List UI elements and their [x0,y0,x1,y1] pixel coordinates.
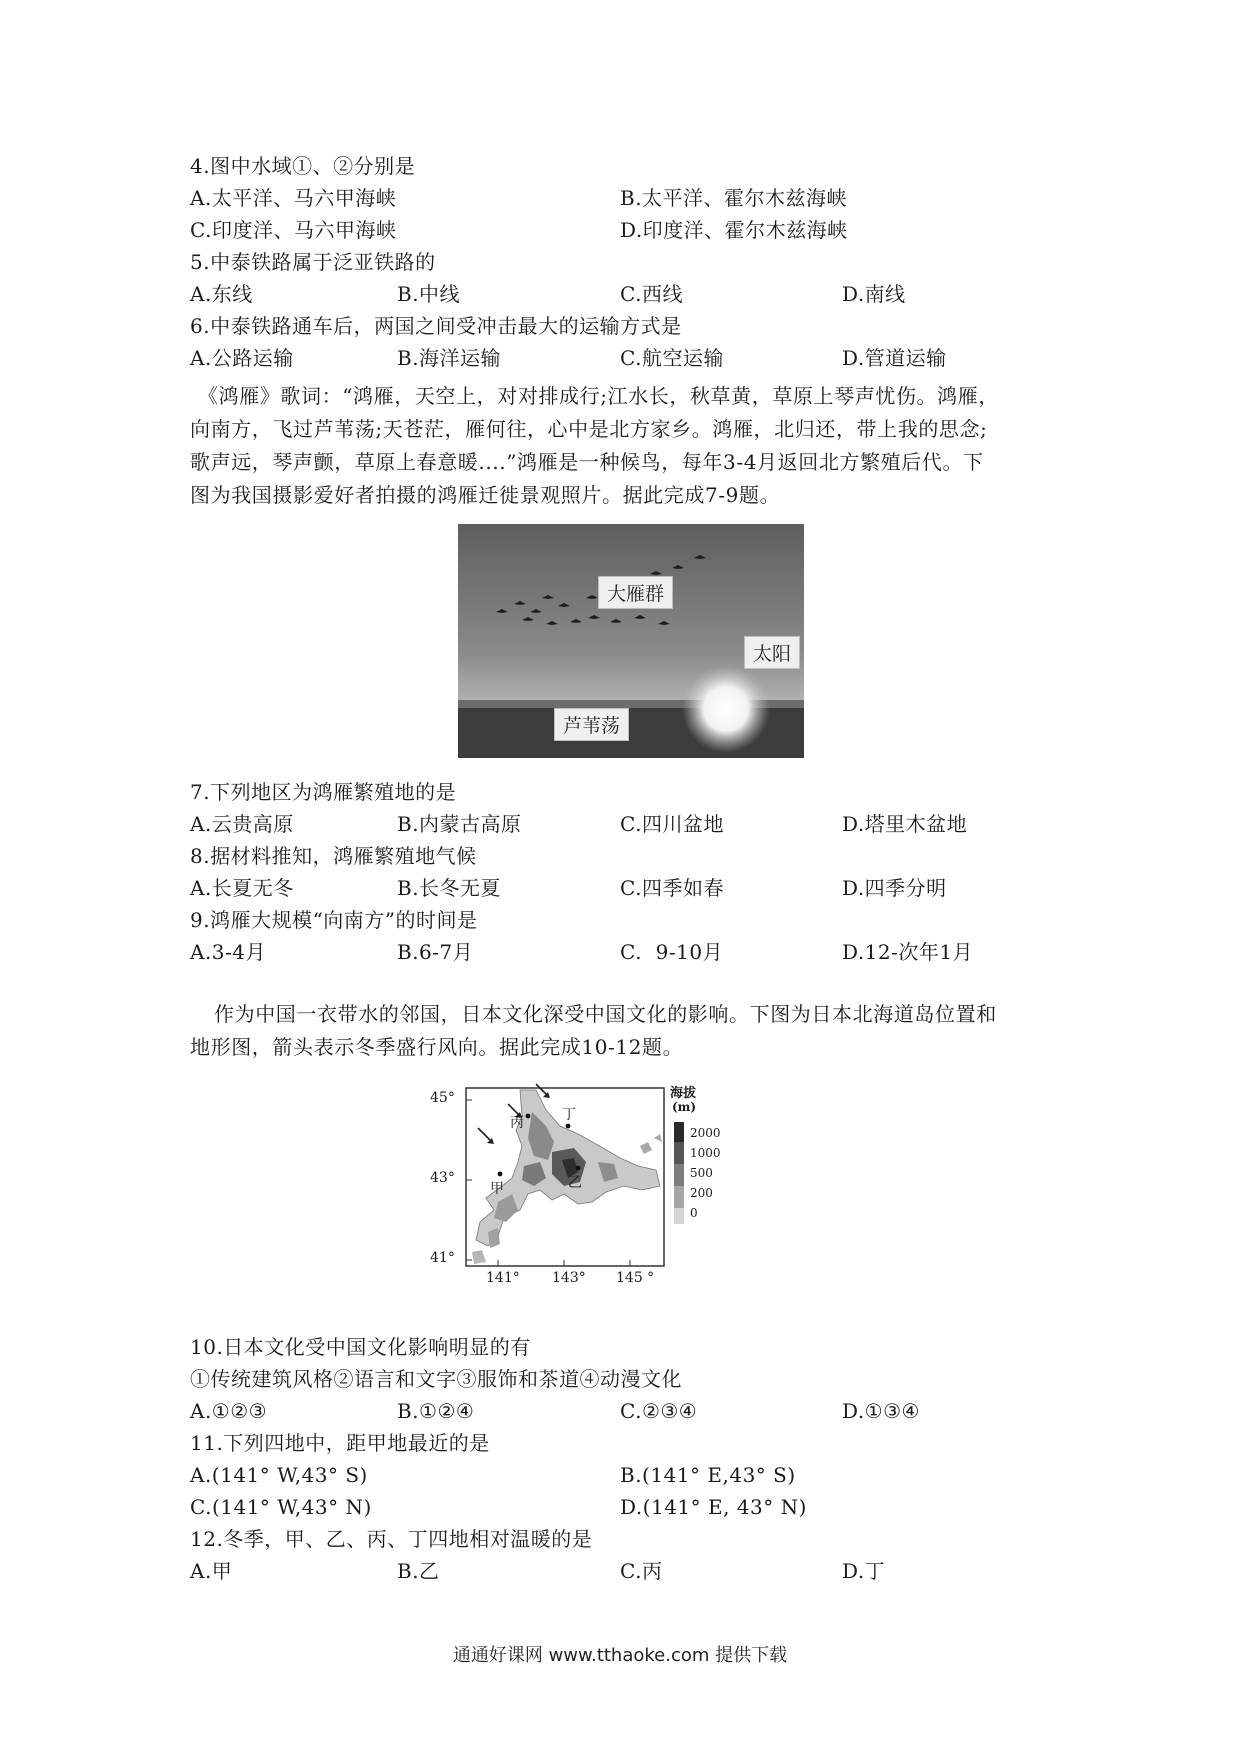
elevation-legend-bar [674,1122,684,1224]
passage-japan-culture [190,998,1060,1064]
sun-glow [682,665,770,753]
q6-option-d: D.管道运输 [842,346,947,370]
legend-value-500: 500 [690,1166,713,1180]
q12-option-a: A.甲 [190,1559,233,1583]
lon-label-141: 141° [486,1270,520,1286]
passage2-line: 地形图，箭头表示冬季盛行风向。据此完成10-12题。 [190,1035,684,1059]
q5-option-b: B.中线 [397,282,461,306]
legend-unit: (m) [672,1100,697,1114]
place-label-yi: 乙 [568,1175,582,1191]
q12-option-c: C.丙 [620,1559,663,1583]
q4-option-b: B.太平洋、霍尔木兹海峡 [620,186,848,210]
q9-option-c: C. 9-10月 [620,940,724,964]
place-label-bing: 丙 [510,1115,524,1131]
q7-option-d: D.塔里木盆地 [842,812,968,836]
legend-value-0: 0 [690,1206,698,1220]
geese-migration-photo [458,524,804,758]
q12-stem: 12.冬季，甲、乙、丙、丁四地相对温暖的是 [190,1527,593,1551]
q9-option-b: B.6-7月 [397,940,474,964]
q9-stem: 9.鸿雁大规模“向南方”的时间是 [190,908,478,932]
q10-option-d: D.①③④ [842,1399,920,1423]
q12-option-d: D.丁 [842,1559,886,1583]
q7-option-b: B.内蒙古高原 [397,812,522,836]
label-sun: 太阳 [744,636,800,669]
q4-stem: 4.图中水域①、②分别是 [190,154,416,178]
q10-items: ①传统建筑风格②语言和文字③服饰和茶道④动漫文化 [190,1367,682,1391]
q11-option-b: B.(141° E,43° S) [620,1463,796,1487]
q7-stem: 7.下列地区为鸿雁繁殖地的是 [190,780,457,804]
q9-option-a: A.3-4月 [190,940,267,964]
lon-label-143: 143° [552,1270,586,1286]
q6-stem: 6.中泰铁路通车后，两国之间受冲击最大的运输方式是 [190,314,682,338]
label-reeds: 芦苇荡 [554,708,629,741]
hokkaido-terrain-map [428,1082,748,1312]
passage1-line: 向南方，飞过芦苇荡;天苍茫，雁何往，心中是北方家乡。鸿雁，北归还，带上我的思念; [190,417,988,441]
q6-option-a: A.公路运输 [190,346,294,370]
q7-option-c: C.四川盆地 [620,812,724,836]
legend-value-2000: 2000 [690,1126,721,1140]
q8-stem: 8.据材料推知，鸿雁繁殖地气候 [190,844,477,868]
footer-download-note: 通通好课网 www.tthaoke.com 提供下载 [452,1645,788,1666]
lon-label-145: 145 ° [616,1270,655,1286]
lat-label-43: 43° [430,1170,455,1186]
q10-option-a: A.①②③ [190,1399,268,1423]
q4-option-a: A.太平洋、马六甲海峡 [190,186,397,210]
q4-option-c: C.印度洋、马六甲海峡 [190,218,397,242]
passage-swan-goose [190,380,1060,512]
passage1-line: 《鸿雁》歌词：“鸿雁，天空上，对对排成行;江水长，秋草黄，草原上琴声忧伤。鸿雁， [198,384,999,408]
q5-option-a: A.东线 [190,282,253,306]
q11-option-d: D.(141° E, 43° N) [620,1495,807,1519]
legend-value-1000: 1000 [690,1146,721,1160]
q6-option-b: B.海洋运输 [397,346,502,370]
passage1-line: 歌声远，琴声颤，草原上春意暖....”鸿雁是一种候鸟，每年3-4月返回北方繁殖后代。下 [190,450,984,474]
passage1-line: 图为我国摄影爱好者拍摄的鸿雁迁徙景观照片。据此完成7-9题。 [190,483,781,507]
label-goose-flock: 大雁群 [598,576,673,609]
lat-label-45: 45° [430,1090,455,1106]
q4-option-d: D.印度洋、霍尔木兹海峡 [620,218,848,242]
q8-option-a: A.长夏无冬 [190,876,294,900]
q5-option-c: C.西线 [620,282,683,306]
legend-title: 海拔 [670,1086,697,1101]
q9-option-d: D.12-次年1月 [842,940,974,964]
legend-value-200: 200 [690,1186,713,1200]
q5-option-d: D.南线 [842,282,906,306]
place-label-ding: 丁 [562,1107,576,1123]
place-label-jia: 甲 [490,1181,504,1197]
q10-option-b: B.①②④ [397,1399,475,1423]
q5-stem: 5.中泰铁路属于泛亚铁路的 [190,250,436,274]
passage2-line: 作为中国一衣带水的邻国，日本文化深受中国文化的影响。下图为日本北海道岛位置和 [214,1002,997,1026]
lat-label-41: 41° [430,1250,455,1266]
q8-option-d: D.四季分明 [842,876,947,900]
q10-stem: 10.日本文化受中国文化影响明显的有 [190,1335,531,1359]
q7-option-a: A.云贵高原 [190,812,294,836]
q12-option-b: B.乙 [397,1559,440,1583]
q8-option-b: B.长冬无夏 [397,876,502,900]
q10-option-c: C.②③④ [620,1399,698,1423]
q11-option-a: A.(141° W,43° S) [190,1463,368,1487]
q11-option-c: C.(141° W,43° N) [190,1495,372,1519]
q11-stem: 11.下列四地中，距甲地最近的是 [190,1431,490,1455]
q8-option-c: C.四季如春 [620,876,724,900]
q6-option-c: C.航空运输 [620,346,724,370]
